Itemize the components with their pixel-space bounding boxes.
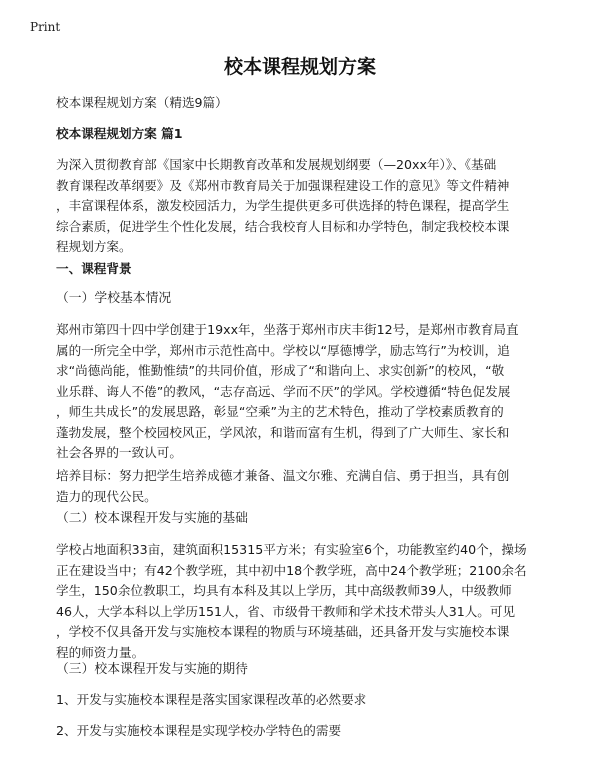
- heading-background: 一、课程背景: [56, 261, 132, 276]
- text-line: 学生，150余位教职工，均具有本科及其以上学历，其中高级教师39人，中级教师: [56, 583, 512, 598]
- text-line: 程的师资力量。: [56, 644, 145, 660]
- subheading-school-info: （一）学校基本情况: [56, 291, 172, 306]
- text-line: 造力的现代公民。: [56, 488, 157, 504]
- text-line: 业乐群、诲人不倦”的教风，“志存高远、学而不厌”的学风。学校遵循“特色促发展: [56, 383, 511, 399]
- text-line: 为深入贯彻教育部《国家中长期教育改革和发展规划纲要（—20xx年）》、《基础: [56, 157, 497, 172]
- text-line: 属的一所完全中学，郑州市示范性高中。学校以“厚德博学，励志笃行”为校训，追: [56, 342, 510, 358]
- paragraph-foundation: [56, 540, 556, 663]
- text-line: 综合素质，促进学生个性化发展，结合我校育人目标和办学特色，制定我校校本课: [56, 218, 510, 234]
- subheading-foundation: （二）校本课程开发与实施的基础: [56, 511, 248, 526]
- paragraph-purpose: [56, 155, 556, 258]
- text-line: 培养目标：努力把学生培养成德才兼备、温文尔雅、充满自信、勇于担当，具有创: [56, 468, 510, 483]
- text-line: 学校占地面积33亩，建筑面积15315平方米；有实验室6个，功能教室约40个，操场: [56, 542, 527, 557]
- text-line: 正在建设当中；有42个教学班，其中初中18个教学班，高中24个教学班；2100余名: [56, 562, 527, 578]
- text-line: ，丰富课程体系，激发校园活力，为学生提供更多可供选择的特色课程，提高学生: [56, 198, 510, 213]
- text-line: 蓬勃发展，整个校园校风正，学风浓，和谐而富有生机，得到了广大师生、家长和: [56, 424, 510, 440]
- paragraph-school-info: [56, 320, 556, 464]
- text-line: ，师生共成长”的发展思路，彰显“空乘”为主的艺术特色，推动了学校素质教育的: [56, 404, 504, 419]
- page-title: 校本课程规划方案: [223, 56, 376, 78]
- text-line: 程规划方案。: [56, 239, 132, 254]
- list-item-2: 2、开发与实施校本课程是实现学校办学特色的需要: [56, 723, 342, 738]
- text-line: 社会各界的一致认可。: [56, 445, 182, 460]
- section-title: 校本课程规划方案 篇1: [56, 126, 183, 141]
- text-line: 郑州市第四十四中学创建于19xx年，坐落于郑州市庆丰街12号，是郑州市教育局直: [56, 322, 519, 337]
- text-line: ，学校不仅具备开发与实施校本课程的物质与环境基础，还具备开发与实施校本课: [56, 624, 510, 639]
- text-line: 求“尚德尚能，惟勤惟绩”的共同价值，形成了“和谐向上、求实创新”的校风，“敬: [56, 363, 505, 378]
- subheading-expectations: （三）校本课程开发与实施的期待: [56, 662, 248, 677]
- text-line: 教育课程改革纲要》及《郑州市教育局关于加强课程建设工作的意见》等文件精神: [56, 177, 510, 193]
- text-line: 46人，大学本科以上学历151人，省、市级骨干教师和学术技术带头人31人。可见: [56, 603, 516, 619]
- list-item-1: 1、开发与实施校本课程是落实国家课程改革的必然要求: [56, 692, 367, 707]
- paragraph-goal: [56, 466, 556, 507]
- print-link[interactable]: Print: [30, 20, 61, 34]
- intro-text: 校本课程规划方案（精选9篇）: [56, 95, 228, 110]
